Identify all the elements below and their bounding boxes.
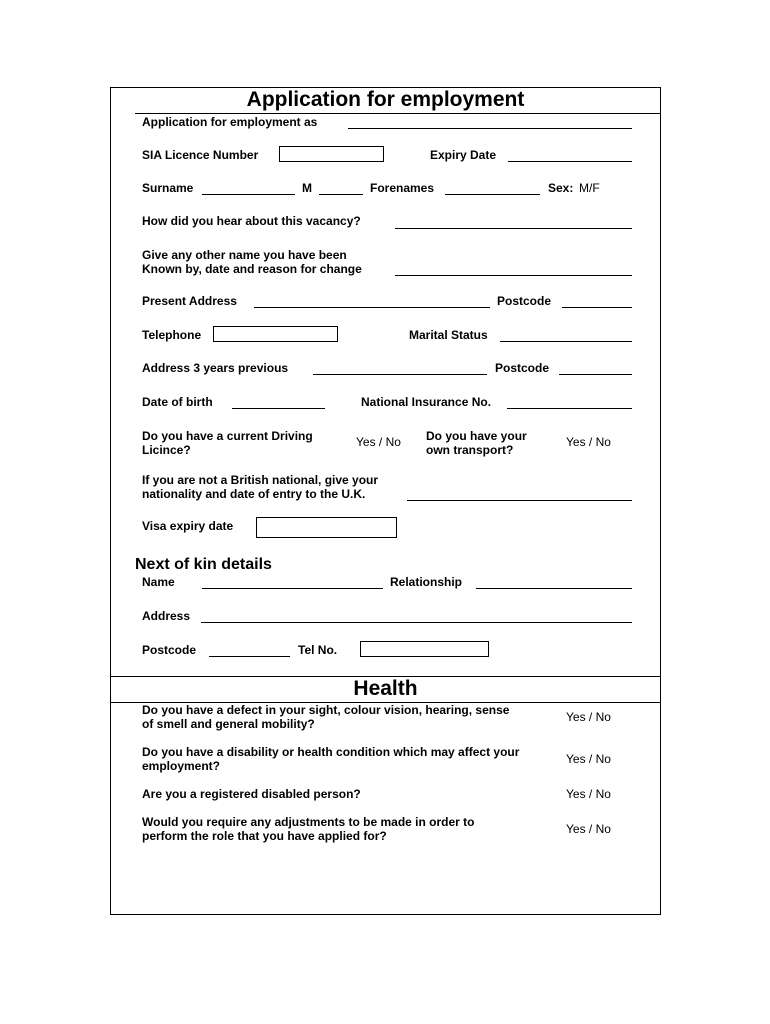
next-of-kin-heading: Next of kin details — [135, 556, 272, 573]
postcode-field[interactable] — [562, 307, 632, 308]
postcode2-label: Postcode — [495, 361, 550, 375]
dob-field[interactable] — [232, 408, 325, 409]
health-q2-line2: employment? — [142, 759, 221, 773]
hear-vacancy-field[interactable] — [395, 228, 632, 229]
health-q1-line2: of smell and general mobility? — [142, 717, 315, 731]
surname-field[interactable] — [202, 194, 295, 195]
health-q3-yes-no[interactable]: Yes / No — [566, 787, 611, 801]
health-q1-line1: Do you have a defect in your sight, colour vision, hearing, sense — [142, 703, 510, 717]
own-transport-label-line1: Do you have your — [426, 429, 527, 443]
kin-tel-input[interactable] — [360, 641, 489, 657]
expiry-date-field[interactable] — [508, 161, 632, 162]
kin-address-label: Address — [142, 609, 191, 623]
visa-expiry-input[interactable] — [256, 517, 397, 538]
kin-postcode-label: Postcode — [142, 643, 197, 657]
page-title: Application for employment — [246, 88, 525, 111]
own-transport-label-line2: own transport? — [426, 443, 514, 457]
expiry-date-label: Expiry Date — [430, 148, 497, 162]
title-rule-right — [346, 113, 661, 114]
hear-vacancy-label: How did you hear about this vacancy? — [142, 214, 361, 228]
health-q4-line1: Would you require any adjustments to be made in order to — [142, 815, 475, 829]
driving-licence-yes-no[interactable]: Yes / No — [356, 435, 401, 449]
applied-as-label: Application for employment as — [142, 115, 318, 129]
postcode2-field[interactable] — [559, 374, 632, 375]
other-name-label-line1: Give any other name you have been — [142, 248, 347, 262]
forenames-label: Forenames — [370, 181, 435, 195]
kin-name-label: Name — [142, 575, 175, 589]
present-address-label: Present Address — [142, 294, 237, 308]
present-address-field[interactable] — [254, 307, 490, 308]
surname-label: Surname — [142, 181, 194, 195]
nationality-field[interactable] — [407, 500, 632, 501]
visa-expiry-label: Visa expiry date — [142, 519, 234, 533]
other-name-label-line2: Known by, date and reason for change — [142, 262, 362, 276]
title-top-rule — [135, 113, 347, 114]
middle-initial-field[interactable] — [319, 194, 363, 195]
middle-initial-label: M — [302, 181, 312, 195]
own-transport-yes-no[interactable]: Yes / No — [566, 435, 611, 449]
driving-licence-label-line2: Licince? — [142, 443, 191, 457]
health-q4-yes-no[interactable]: Yes / No — [566, 822, 611, 836]
kin-relationship-field[interactable] — [476, 588, 632, 589]
kin-relationship-label: Relationship — [390, 575, 463, 589]
sex-label: Sex: — [548, 181, 574, 195]
address-3yrs-label: Address 3 years previous — [142, 361, 289, 375]
ni-no-field[interactable] — [507, 408, 632, 409]
marital-status-label: Marital Status — [409, 328, 488, 342]
marital-status-field[interactable] — [500, 341, 632, 342]
postcode-label: Postcode — [497, 294, 552, 308]
health-q2-yes-no[interactable]: Yes / No — [566, 752, 611, 766]
sia-licence-label: SIA Licence Number — [142, 148, 259, 162]
nationality-label-line2: nationality and date of entry to the U.K. — [142, 487, 366, 501]
applied-as-field[interactable] — [348, 128, 632, 129]
forenames-field[interactable] — [445, 194, 540, 195]
telephone-label: Telephone — [142, 328, 202, 342]
kin-tel-label: Tel No. — [298, 643, 338, 657]
other-name-field[interactable] — [395, 275, 632, 276]
nationality-label-line1: If you are not a British national, give your — [142, 473, 379, 487]
kin-name-field[interactable] — [202, 588, 383, 589]
kin-postcode-field[interactable] — [209, 656, 290, 657]
address-3yrs-field[interactable] — [313, 374, 487, 375]
sia-licence-input[interactable] — [279, 146, 384, 162]
driving-licence-label-line1: Do you have a current Driving — [142, 429, 313, 443]
health-heading: Health — [353, 677, 418, 700]
telephone-input[interactable] — [213, 326, 338, 342]
ni-no-label: National Insurance No. — [361, 395, 492, 409]
dob-label: Date of birth — [142, 395, 213, 409]
health-q4-line2: perform the role that you have applied for? — [142, 829, 387, 843]
health-q3: Are you a registered disabled person? — [142, 787, 361, 801]
sex-value[interactable]: M/F — [579, 181, 600, 195]
health-q2-line1: Do you have a disability or health condition which may affect your — [142, 745, 520, 759]
health-q1-yes-no[interactable]: Yes / No — [566, 710, 611, 724]
kin-address-field[interactable] — [201, 622, 632, 623]
